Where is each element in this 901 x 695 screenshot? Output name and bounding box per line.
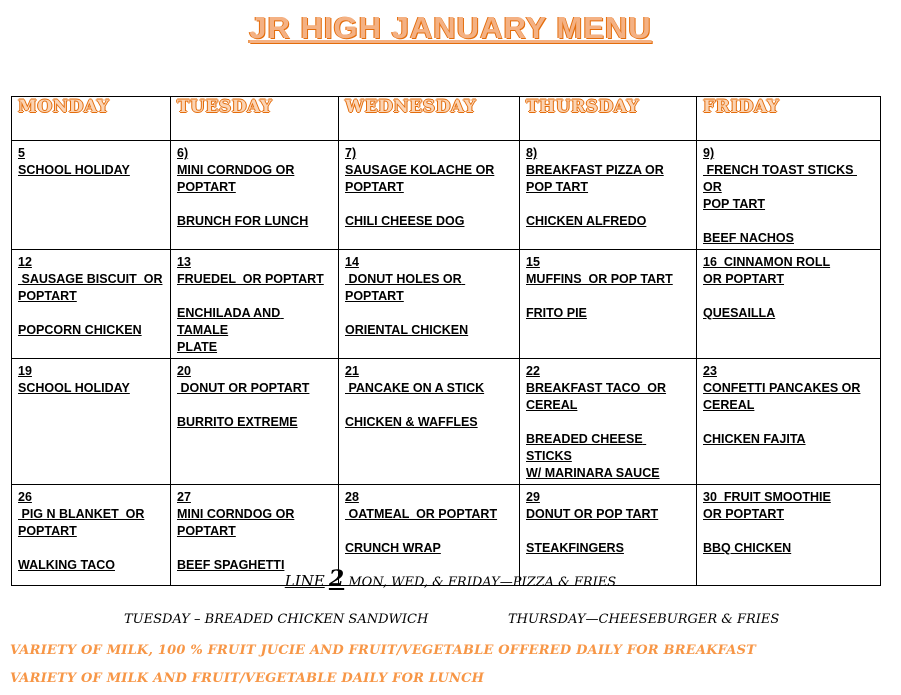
- line-2-label: LINE: [284, 572, 325, 590]
- day-cell-tuesday: [171, 359, 339, 485]
- day-date: 6): [177, 146, 189, 160]
- menu-item: BRUNCH FOR LUNCH: [177, 214, 309, 228]
- menu-calendar: [11, 96, 881, 586]
- line-spacer: [526, 523, 690, 540]
- menu-item: MUFFINS OR POP TART: [526, 272, 673, 286]
- day-date: 16 CINNAMON ROLL: [703, 255, 831, 269]
- day-header-monday: MONDAY: [12, 97, 171, 141]
- line-spacer: [345, 523, 513, 540]
- menu-item: FRENCH TOAST STICKS OR: [703, 163, 857, 194]
- menu-item: STEAKFINGERS: [526, 541, 624, 555]
- day-header-tuesday: TUESDAY: [171, 97, 339, 141]
- day-date: 12: [18, 255, 32, 269]
- line-spacer: [703, 288, 874, 305]
- week-row: [12, 250, 881, 359]
- day-date: 14: [345, 255, 359, 269]
- line-2-text: MON, WED, & FRIDAY—PIZZA & FRIES: [348, 575, 617, 590]
- day-cell-tuesday: [171, 141, 339, 250]
- tuesday-alternate: TUESDAY – BREADED CHICKEN SANDWICH: [124, 612, 429, 627]
- menu-item: FRITO PIE: [526, 306, 587, 320]
- line-spacer: [177, 196, 332, 213]
- day-header-thursday: THURSDAY: [520, 97, 697, 141]
- day-date: 23: [703, 364, 717, 378]
- menu-item: DONUT OR POP TART: [526, 507, 659, 521]
- menu-item: POPTART: [345, 180, 404, 194]
- line-spacer: [345, 397, 513, 414]
- menu-item: CONFETTI PANCAKES OR: [703, 381, 861, 395]
- day-header-friday: FRIDAY: [697, 97, 881, 141]
- day-date: 7): [345, 146, 357, 160]
- line-spacer: [703, 213, 874, 230]
- day-date: 5: [18, 146, 25, 160]
- menu-item: PLATE: [177, 340, 218, 354]
- day-cell-wednesday: [339, 359, 520, 485]
- menu-item: SCHOOL HOLIDAY: [18, 381, 130, 395]
- menu-item: POPTART: [18, 289, 77, 303]
- line-spacer: [526, 196, 690, 213]
- menu-item: OR POPTART: [703, 507, 785, 521]
- menu-item: POPTART: [177, 180, 236, 194]
- menu-item: POPTART: [177, 524, 236, 538]
- line-2-info: [0, 566, 901, 592]
- menu-item: POP TART: [526, 180, 589, 194]
- menu-item: CHILI CHEESE DOG: [345, 214, 465, 228]
- day-cell-friday: [697, 250, 881, 359]
- menu-item: BBQ CHICKEN: [703, 541, 792, 555]
- menu-item: ORIENTAL CHICKEN: [345, 323, 469, 337]
- line-spacer: [177, 540, 332, 557]
- day-date: 20: [177, 364, 191, 378]
- lunch-note: VARIETY OF MILK AND FRUIT/VEGETABLE DAILY FOR LUNCH: [10, 671, 485, 686]
- menu-item: CRUNCH WRAP: [345, 541, 441, 555]
- menu-item: POP TART: [703, 197, 766, 211]
- day-date: 13: [177, 255, 191, 269]
- day-cell-thursday: [520, 250, 697, 359]
- day-cell-friday: [697, 359, 881, 485]
- line-spacer: [177, 397, 332, 414]
- menu-item: BREAKFAST TACO OR: [526, 381, 667, 395]
- line-spacer: [703, 414, 874, 431]
- menu-item: SAUSAGE BISCUIT OR: [18, 272, 163, 286]
- week-row: [12, 359, 881, 485]
- line-spacer: [345, 305, 513, 322]
- line-spacer: [703, 523, 874, 540]
- day-cell-friday: [697, 141, 881, 250]
- day-cell-tuesday: [171, 250, 339, 359]
- menu-item: FRUEDEL OR POPTART: [177, 272, 324, 286]
- day-header-wednesday: WEDNESDAY: [339, 97, 520, 141]
- menu-item: CEREAL: [703, 398, 755, 412]
- day-date: 19: [18, 364, 32, 378]
- menu-item: DONUT HOLES OR POPTART: [345, 272, 466, 303]
- weekday-header-row: [12, 97, 881, 141]
- day-date: 27: [177, 490, 191, 504]
- line-spacer: [345, 196, 513, 213]
- line-spacer: [526, 288, 690, 305]
- line-spacer: [526, 414, 690, 431]
- day-date: 22: [526, 364, 540, 378]
- day-date: 28: [345, 490, 359, 504]
- menu-item: CHICKEN FAJITA: [703, 432, 806, 446]
- day-cell-monday: [12, 141, 171, 250]
- menu-item: SAUSAGE KOLACHE OR: [345, 163, 495, 177]
- menu-item: BEEF SPAGHETTI: [177, 558, 285, 572]
- menu-item: PIG N BLANKET OR: [18, 507, 145, 521]
- day-cell-wednesday: [339, 141, 520, 250]
- day-cell-monday: [12, 250, 171, 359]
- menu-item: QUESAILLA: [703, 306, 776, 320]
- thursday-alternate: THURSDAY—CHEESEBURGER & FRIES: [508, 612, 780, 627]
- line-spacer: [18, 305, 164, 322]
- menu-item: OATMEAL OR POPTART: [345, 507, 498, 521]
- menu-item: OR POPTART: [703, 272, 785, 286]
- menu-item: MINI CORNDOG OR: [177, 507, 295, 521]
- day-cell-thursday: [520, 141, 697, 250]
- day-date: 9): [703, 146, 715, 160]
- day-date: 21: [345, 364, 359, 378]
- day-date: 15: [526, 255, 540, 269]
- day-cell-thursday: [520, 359, 697, 485]
- menu-item: CEREAL: [526, 398, 578, 412]
- menu-item: BREADED CHEESE STICKS: [526, 432, 647, 463]
- menu-item: DONUT OR POPTART: [177, 381, 310, 395]
- day-cell-wednesday: [339, 250, 520, 359]
- day-cell-monday: [12, 359, 171, 485]
- menu-item: POPTART: [18, 524, 77, 538]
- breakfast-note: VARIETY OF MILK, 100 % FRUIT JUCIE AND FRUIT/VEGETABLE OFFERED DAILY FOR BREAKFAST: [10, 643, 757, 658]
- menu-item: PANCAKE ON A STICK: [345, 381, 485, 395]
- menu-item: ENCHILADA AND TAMALE: [177, 306, 284, 337]
- day-date: 26: [18, 490, 32, 504]
- day-date: 30 FRUIT SMOOTHIE: [703, 490, 831, 504]
- week-row: [12, 141, 881, 250]
- menu-item: WALKING TACO: [18, 558, 115, 572]
- menu-item: CHICKEN & WAFFLES: [345, 415, 478, 429]
- page-title: JR HIGH JANUARY MENU: [249, 10, 652, 45]
- menu-item: W/ MARINARA SAUCE: [526, 466, 660, 480]
- menu-item: CHICKEN ALFREDO: [526, 214, 647, 228]
- menu-item: POPCORN CHICKEN: [18, 323, 142, 337]
- day-date: 8): [526, 146, 538, 160]
- line-spacer: [177, 288, 332, 305]
- menu-item: BEEF NACHOS: [703, 231, 794, 245]
- menu-item: BREAKFAST PIZZA OR: [526, 163, 664, 177]
- menu-item: BURRITO EXTREME: [177, 415, 298, 429]
- line-spacer: [18, 540, 164, 557]
- day-date: 29: [526, 490, 540, 504]
- menu-item: MINI CORNDOG OR: [177, 163, 295, 177]
- line-2-number: 2: [328, 566, 345, 592]
- menu-item: SCHOOL HOLIDAY: [18, 163, 130, 177]
